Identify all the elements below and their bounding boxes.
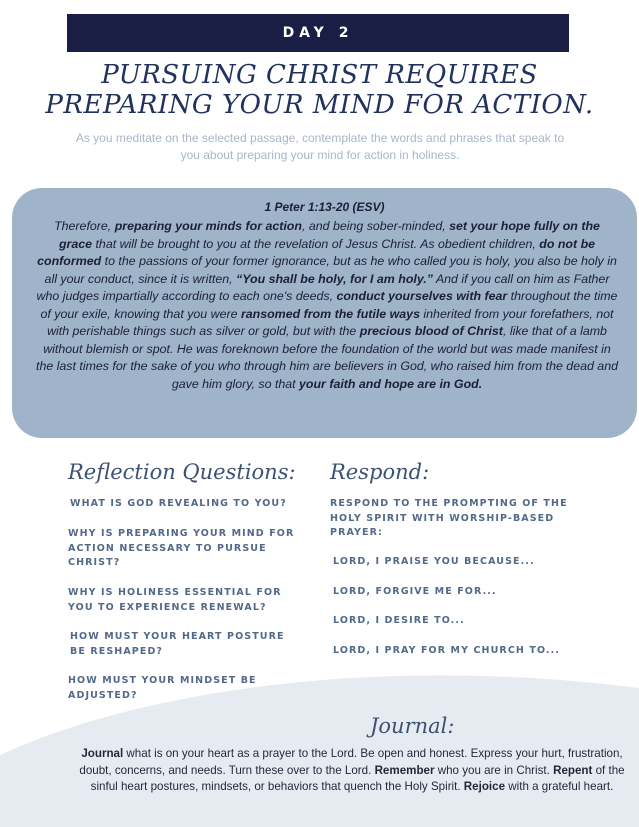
journal-wave-background bbox=[0, 660, 639, 827]
journal-text bbox=[72, 746, 632, 796]
day-banner bbox=[67, 14, 569, 52]
scripture-segment: inherited from your forefathers, not with perishable things such as silver or gold, but with the bbox=[47, 306, 614, 338]
scripture-segment: to the passions of your former ignorance, but as he who called you is holy, you also be holy in all your conduct, since it is written, bbox=[44, 254, 617, 286]
journal-emphasis: Rejoice bbox=[463, 780, 506, 793]
scripture-reference: 1 Peter 1:13-20 (ESV) bbox=[264, 200, 385, 214]
journal-emphasis: Remember bbox=[374, 763, 435, 777]
reflection-question: HOW MUST YOUR HEART POSTURE BE RESHAPED? bbox=[70, 631, 285, 657]
title-line-1: PURSUING CHRIST REQUIRES bbox=[101, 60, 538, 90]
respond-prompt: LORD, I DESIRE TO... bbox=[333, 615, 465, 626]
reflection-question: WHAT IS GOD REVEALING TO YOU? bbox=[70, 498, 287, 509]
scripture-emphasis: your faith and hope are in God. bbox=[299, 376, 483, 391]
respond-prompt: LORD, I PRAY FOR MY CHURCH TO... bbox=[333, 645, 561, 656]
journal-segment: what is on your heart as a prayer to the Lord. Be open and honest. Express your hurt, frustration, doubt, concerns, and needs. Turn these over to the Lord. bbox=[79, 747, 623, 777]
scripture-segment: that will be brought to you at the revelation of Jesus Christ. As obedient children, bbox=[92, 236, 540, 251]
scripture-emphasis: set your hope fully on the grace bbox=[58, 219, 600, 251]
respond-heading: Respond: bbox=[330, 460, 430, 484]
title-line-2: PREPARING YOUR MIND FOR ACTION. bbox=[45, 90, 594, 120]
journal-segment: who you are in Christ. bbox=[434, 763, 554, 777]
respond-prompt: LORD, I PRAISE YOU BECAUSE... bbox=[333, 556, 535, 567]
scripture-segment: throughout the time of your exile, knowing that you were bbox=[40, 289, 618, 321]
scripture-emphasis: precious blood of Christ bbox=[359, 324, 503, 338]
reflection-question: WHY IS HOLINESS ESSENTIAL FOR YOU TO EXPERIENCE RENEWAL? bbox=[68, 587, 282, 613]
reflection-question: HOW MUST YOUR MINDSET BE ADJUSTED? bbox=[68, 675, 257, 701]
scripture-emphasis: “You shall be holy, for I am holy.” bbox=[236, 271, 433, 286]
page-subtitle: As you meditate on the selected passage, contemplate the words and phrases that speak to you about preparing your mind for action in holiness. bbox=[75, 131, 565, 162]
journal-emphasis: Journal bbox=[81, 747, 124, 760]
scripture-box bbox=[12, 188, 637, 438]
reflection-heading: Reflection Questions: bbox=[68, 460, 296, 484]
reflection-question: WHY IS PREPARING YOUR MIND FOR ACTION NECESSARY TO PURSUE CHRIST? bbox=[68, 528, 295, 568]
scripture-segment: , and being sober-minded, bbox=[301, 219, 450, 233]
scripture-text bbox=[36, 218, 618, 393]
journal-segment: with a grateful heart. bbox=[505, 780, 614, 793]
day-label: DAY 2 bbox=[282, 25, 354, 41]
scripture-emphasis: do not be conformed bbox=[37, 236, 596, 268]
respond-intro: RESPOND TO THE PROMPTING OF THE HOLY SPIRIT WITH WORSHIP-BASED PRAYER: bbox=[330, 498, 568, 538]
scripture-emphasis: ransomed from the futile ways bbox=[240, 306, 420, 321]
scripture-segment: , like that of a lamb without blemish or spot. He was foreknown before the foundation of the world but was made manifest in the last times for the sake of you who through him are believers in God, who raised him from the dead and gave him glory, so that bbox=[36, 324, 618, 391]
page-title bbox=[20, 60, 619, 120]
journal-segment: of the sinful heart postures, mindsets, or behaviors that quench the Holy Spirit. bbox=[90, 763, 625, 793]
scripture-segment: And if you call on him as Father who judges impartially according to each one's deeds, bbox=[36, 271, 610, 303]
journal-emphasis: Repent bbox=[553, 763, 593, 777]
scripture-emphasis: conduct yourselves with fear bbox=[336, 289, 508, 303]
journal-heading: Journal: bbox=[370, 714, 455, 738]
scripture-segment: Therefore, bbox=[54, 219, 115, 233]
respond-prompt: LORD, FORGIVE ME FOR... bbox=[333, 586, 497, 597]
scripture-emphasis: preparing your minds for action bbox=[114, 219, 302, 233]
